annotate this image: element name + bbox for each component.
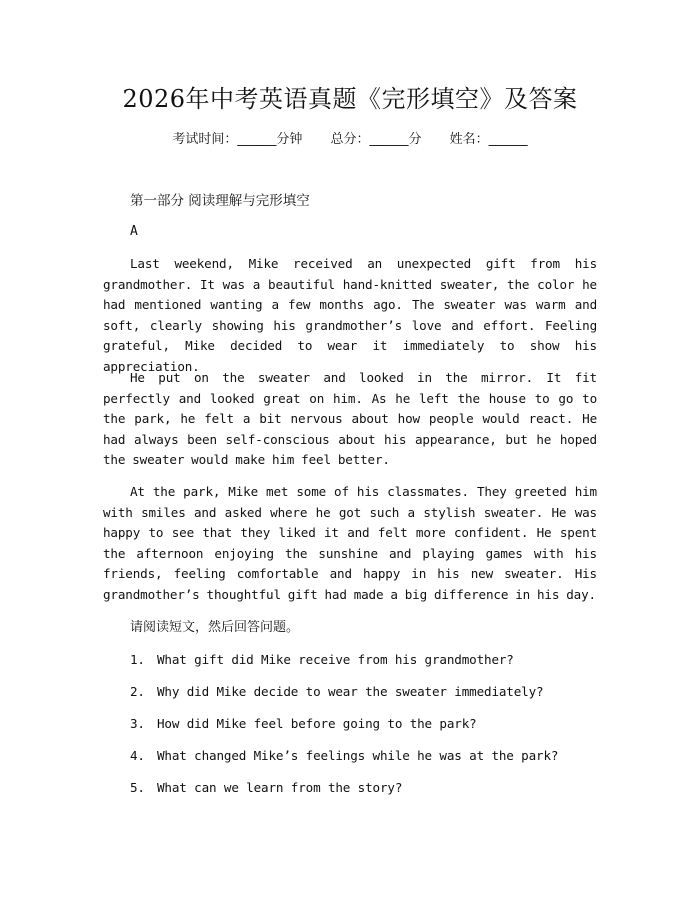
question-item-3 — [130, 714, 558, 746]
question-number: 2. — [130, 684, 145, 699]
question-item-1 — [130, 650, 558, 682]
question-instruction: 请阅读短文，然后回答问题。 — [130, 620, 300, 635]
question-text: What changed Mike’s feelings while he was at the park? — [157, 748, 559, 763]
question-item-2 — [130, 682, 558, 714]
question-list — [130, 650, 558, 810]
total-score-field: 总分：______分 — [330, 132, 422, 147]
question-text: Why did Mike decide to wear the sweater immediately? — [157, 684, 544, 699]
question-number: 1. — [130, 652, 145, 667]
question-text: What gift did Mike receive from his grandmother? — [157, 652, 514, 667]
page-title: 2026年中考英语真题《完形填空》及答案 — [122, 85, 578, 113]
passage-paragraph-2: He put on the sweater and looked in the mirror. It fit perfectly and looked great on him. As he left the house to go to the park, he felt a bit nervous about how people would react. He had always been self-conscious about his appearance, but he hoped the sweater would make him feel better. — [103, 370, 597, 467]
passage-paragraph-1: Last weekend, Mike received an unexpected gift from his grandmother. It was a beautiful hand-knitted sweater, the color he had mentioned wanting a few months ago. The sweater was warm and soft, clearly showing his grandmother’s love and effort. Feeling grateful, Mike decided to wear it immediately to show his appreciation. — [103, 256, 597, 374]
question-number: 5. — [130, 780, 145, 795]
question-text: How did Mike feel before going to the park? — [157, 716, 477, 731]
section-heading: 第一部分 阅读理解与完形填空 — [130, 193, 310, 209]
question-number: 4. — [130, 748, 145, 763]
question-number: 3. — [130, 716, 145, 731]
exam-meta — [0, 130, 700, 150]
question-text: What can we learn from the story? — [157, 780, 403, 795]
passage-label: A — [130, 224, 138, 239]
student-name-field: 姓名：______ — [449, 132, 528, 147]
passage-paragraph-3: At the park, Mike met some of his classmates. They greeted him with smiles and asked where he got such a stylish sweater. He was happy to see that they liked it and felt more confident. He spent the afternoon enjoying the sunshine and playing games with his friends, feeling comfortable and happy in his new sweater. His grandmother’s thoughtful gift had made a big difference in his day. — [103, 484, 597, 602]
exam-time-field: 考试时间：______分钟 — [172, 132, 303, 147]
question-item-4 — [130, 746, 558, 778]
question-item-5 — [130, 778, 558, 810]
